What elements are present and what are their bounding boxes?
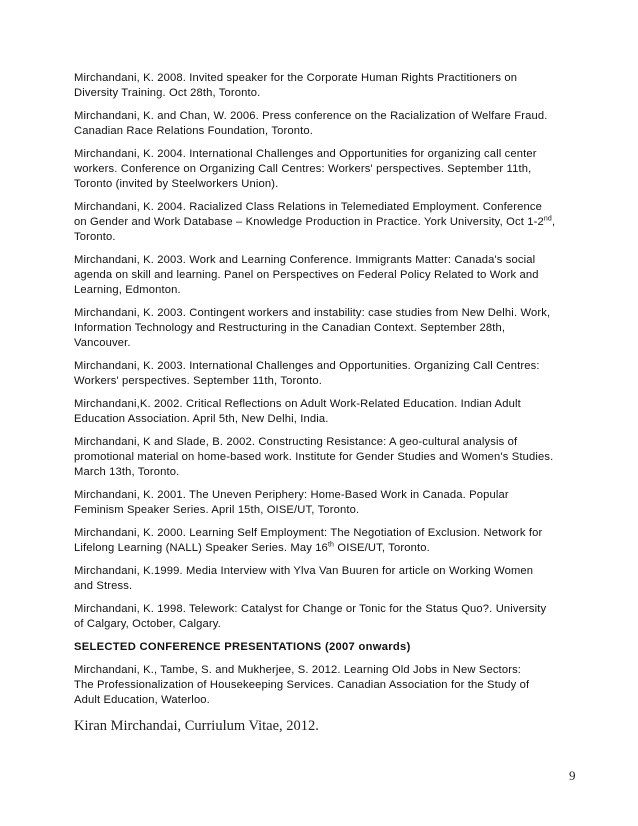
- ordinal-suffix: th: [327, 541, 335, 549]
- entry-text: Mirchandani, K. 2000. Learning Self Employment: The Negotiation of Exclusion. Network for Lifelong Learning (NALL) Speaker Series. May 16: [74, 527, 543, 554]
- presentation-list: [74, 71, 574, 632]
- cv-content: [74, 71, 574, 716]
- page-footer: Kiran Mirchandai, Curriulum Vitae, 2012.: [74, 718, 319, 734]
- list-item: Mirchandani, K. 2003. International Challenges and Opportunities. Organizing Call Centres: Workers' perspectives. September 11th, Toronto.: [74, 360, 540, 387]
- list-item: Mirchandani, K. 2003. Work and Learning Conference. Immigrants Matter: Canada's social agenda on skill and learning. Panel on Perspectives on Federal Policy Related to Work and Learning, Edmonton.: [74, 254, 539, 296]
- entry-text: OISE/UT, Toronto.: [334, 542, 430, 554]
- list-item: Mirchandani, K. 2001. The Uneven Periphery: Home-Based Work in Canada. Popular Feminism Speaker Series. April 15th, OISE/UT, Toronto.: [74, 489, 509, 516]
- list-item: [74, 526, 574, 556]
- page-number: 9: [569, 768, 576, 783]
- list-item: Mirchandani, K.1999. Media Interview with Ylva Van Buuren for article on Working Women and Stress.: [74, 565, 534, 592]
- list-item: [74, 200, 574, 245]
- conference-list: [74, 663, 574, 708]
- list-item: Mirchandani, K. and Chan, W. 2006. Press conference on the Racialization of Welfare Fraud. Canadian Race Relations Foundation, Toronto.: [74, 110, 548, 137]
- list-item: Mirchandani,K. 2002. Critical Reflections on Adult Work-Related Education. Indian Adult Education Association. April 5th, New Delhi, India.: [74, 398, 521, 425]
- section-heading: SELECTED CONFERENCE PRESENTATIONS (2007 onwards): [74, 641, 411, 653]
- list-item: Mirchandani, K. 1998. Telework: Catalyst for Change or Tonic for the Status Quo?. University of Calgary, October, Calgary.: [74, 603, 547, 630]
- list-item: Mirchandani, K and Slade, B. 2002. Constructing Resistance: A geo-cultural analysis of promotional material on home-based work. Institute for Gender Studies and Women's Studies. March 13th, Toronto.: [74, 436, 554, 478]
- list-item: Mirchandani, K. 2003. Contingent workers and instability: case studies from New Delhi. Work, Information Technology and Restructuring in the Canadian Context. September 28th, Vancouver.: [74, 307, 551, 349]
- list-item: Mirchandani, K. 2004. International Challenges and Opportunities for organizing call center workers. Conference on Organizing Call Centres: Workers' perspectives. September 11th, Toronto (invited by Steelworkers Union).: [74, 148, 537, 190]
- list-item: Mirchandani, K., Tambe, S. and Mukherjee, S. 2012. Learning Old Jobs in New Sectors: The Professionalization of Housekeeping Services. Canadian Association for the Study of Adult Education, Waterloo.: [74, 664, 530, 706]
- entry-text: Mirchandani, K. 2004. Racialized Class Relations in Telemediated Employment. Conference on Gender and Work Database – Knowledge Production in Practice. York University, Oct 1-2: [74, 201, 544, 228]
- ordinal-suffix: nd: [543, 215, 552, 223]
- entry-text: , Toronto.: [74, 216, 556, 243]
- list-item: Mirchandani, K. 2008. Invited speaker for the Corporate Human Rights Practitioners on Diversity Training. Oct 28th, Toronto.: [74, 72, 518, 99]
